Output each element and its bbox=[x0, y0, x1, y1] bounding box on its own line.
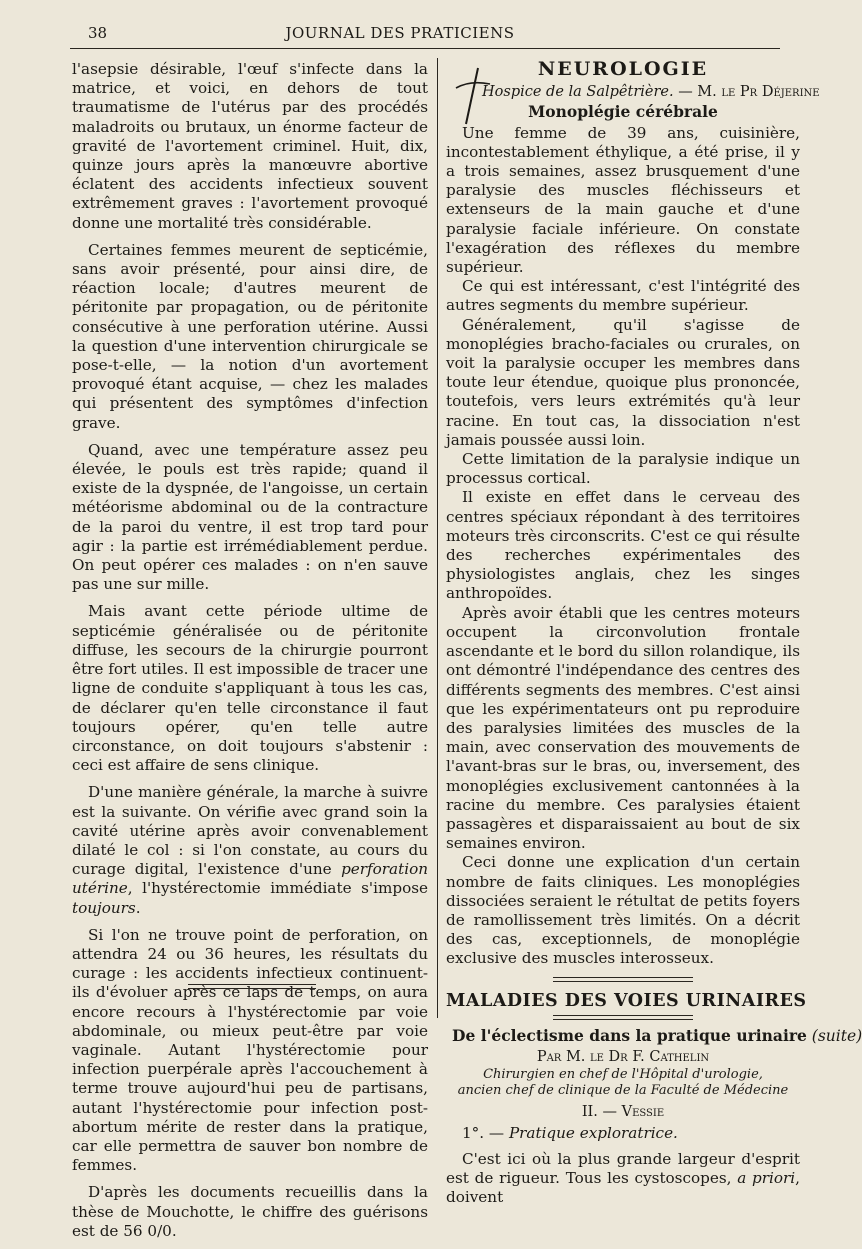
text-run: , l'hystérectomie immédiate s'impose bbox=[127, 879, 428, 898]
paragraph: Il existe en effet dans le cerveau des centres spéciaux répondant à des territoires moteurs très circonscrits. C'est ce qui résulte des recherches expérimentales des physiologistes anglais, chez les singes anthropoïdes. bbox=[446, 488, 800, 603]
text-run: D'une manière générale, la marche à suivre est la suivante. On vérifie avec grand soin la cavité utérine après avoir convenablement dilaté le col : si l'on constate, au cours du curage digital, l'existence d'une bbox=[72, 783, 428, 879]
point-number: 1°. — bbox=[462, 1124, 509, 1143]
text-run: , doivent bbox=[446, 1168, 800, 1206]
hospice-line bbox=[446, 83, 820, 102]
paragraph: Une femme de 39 ans, cuisinière, incontestablement éthylique, a été prise, il y a trois semaines, assez brusquement d'une paralysie des muscles fléchisseurs et extenseurs de la main gauche et d'une paralysie faciale inférieure. On constate l'exagération des réflexes du membre supérieur. bbox=[446, 123, 800, 277]
paragraph: l'asepsie désirable, l'œuf s'infecte dans la matrice, et voici, en dehors de tout traumatisme de l'utérus par des procédés maladroits ou brutaux, un énorme facteur de gravité de l'avortement criminel. Huit, dix, quinze jours après la manœuvre abortive éclatent des accidents infectieux souvent extrêmement graves : l'avortement provoqué donne une mortalité très considérable. bbox=[72, 60, 428, 232]
text-run: C'est ici où la plus grande largeur d'esprit est de rigueur. Tous les cystoscopes, bbox=[446, 1149, 800, 1187]
point-title: Pratique exploratrice. bbox=[508, 1124, 678, 1143]
title-rule bbox=[553, 1015, 693, 1020]
column-divider bbox=[437, 58, 438, 1018]
italic-run: perforation utérine bbox=[72, 860, 428, 898]
paragraph: Certaines femmes meurent de septicémie, sans avoir présenté, pour ainsi dire, de réaction locale; d'autres meurent de péritonite par propagation, ou de péritonite consécutive à une perforation utérine. Aussi la question d'une intervention chirurgicale se pose-t-elle, — la notion d'un avortement provoqué étant acquise, — chez les malades qui présentent des symptômes d'infection grave. bbox=[72, 240, 428, 432]
paragraph bbox=[446, 1150, 800, 1208]
hospice-name: Hospice de la Salpêtrière. bbox=[482, 84, 674, 101]
page-number: 38 bbox=[88, 24, 108, 42]
affiliation: Chirurgien en chef de l'Hôpital d'urologie, bbox=[483, 1067, 763, 1083]
paragraph: Ceci donne une explication d'un certain nombre de faits cliniques. Les monoplégies dissociées seraient le rétultat de petits foyers de ramollissement très limités. On a décrit des cas, exceptionnels, de monoplégie exclusive des muscles interosseux. bbox=[446, 853, 800, 968]
article-suite: (suite) bbox=[806, 1026, 862, 1045]
italic-run: toujours bbox=[72, 898, 136, 917]
paragraph: D'après les documents recueillis dans la thèse de Mouchotte, le chiffre des guérisons est de 56 0/0. bbox=[72, 1183, 428, 1240]
byline: Par M. le Dr F. Cathelin bbox=[536, 1048, 710, 1065]
article-title-text: De l'éclectisme dans la pratique urinaire bbox=[452, 1025, 807, 1045]
section-title-neurologie: NEUROLOGIE bbox=[537, 58, 709, 80]
paragraph: Généralement, qu'il s'agisse de monoplégies bracho-faciales ou crurales, on voit la paralysie occuper les membres dans toute leur étendue, quoique plus prononcée, toutefois, vers leurs extrémités qu'à leur racine. En tout cas, la dissociation n'est jamais poussée aussi loin. bbox=[446, 315, 800, 449]
header-rule bbox=[70, 48, 780, 49]
paragraph: Cette limitation de la paralysie indique un processus cortical. bbox=[446, 450, 800, 488]
end-rule bbox=[188, 984, 316, 989]
paragraph: Ce qui est intéressant, c'est l'intégrité des autres segments du membre supérieur. bbox=[446, 277, 800, 315]
text-run: . bbox=[135, 898, 141, 917]
hospice-author: — M. le Pr Déjerine bbox=[673, 84, 820, 101]
right-column bbox=[446, 58, 862, 1207]
paragraph bbox=[72, 783, 428, 917]
running-title: JOURNAL DES PRATICIENS bbox=[285, 24, 515, 42]
paragraph: Après avoir établi que les centres moteurs occupent la circonvolution frontale ascendante et le bord du sillon rolandique, ils ont démontré l'indépendance des centres des différents segments des membres. C'est ainsi que les expérimentateurs ont pu reproduire des paralysies limitées des muscles de la main, avec conservation des mouvements de l'avant-bras sur le bras, ou, inversement, des monoplégies exclusivement cantonnées à la racine du membre. Ces paralysies étaient passagères et disparaissaient au bout de six semaines environ. bbox=[446, 603, 800, 853]
paragraph: Quand, avec une température assez peu élevée, le pouls est très rapide; quand il existe de la dyspnée, de l'angoisse, un certain météorisme abdominal ou de la contracture de la paroi du ventre, il est trop tard pour agir : la partie est irrémédiablement perdue. On peut opérer ces malades : on n'en sauve pas une sur mille. bbox=[72, 440, 428, 594]
section-rule bbox=[553, 977, 693, 982]
paragraph: Si l'on ne trouve point de perforation, on attendra 24 ou 36 heures, les résultats du curage : les accidents infectieux continuent-ils d'évoluer après ce laps de temps, on aura encore recours à l'hystérectomie par voie abdominale, ou mieux peut-être par voie vaginale. Autant l'hystérectomie pour infection puerpérale après l'accouchement à terme trouve aujourd'hui peu de partisans, autant l'hystérectomie pour infection post-abortum mérite de rester dans la pratique, car elle permettra de sauver bon nombre de femmes. bbox=[72, 925, 428, 1175]
article-title: Monoplégie cérébrale bbox=[528, 102, 718, 122]
article-title bbox=[452, 1025, 862, 1046]
subsection-heading: II. — Vessie bbox=[581, 1104, 665, 1121]
section-title-voies-urinaires: MALADIES DES VOIES URINAIRES bbox=[446, 990, 807, 1011]
affiliation: ancien chef de clinique de la Faculté de Médecine bbox=[457, 1083, 789, 1099]
point-heading bbox=[446, 1124, 800, 1143]
paragraph: Mais avant cette période ultime de septicémie généralisée ou de péritonite diffuse, les secours de la chirurgie pourront être fort utiles. Il est impossible de tracer une ligne de conduite s'appliquant à tous les cas, de déclarer qu'en telle circonstance il faut toujours opérer, qu'en telle autre circonstance, on doit toujours s'abstenir : ceci est affaire de sens clinique. bbox=[72, 602, 428, 775]
italic-run: a priori bbox=[737, 1168, 796, 1187]
left-column bbox=[72, 60, 428, 1249]
